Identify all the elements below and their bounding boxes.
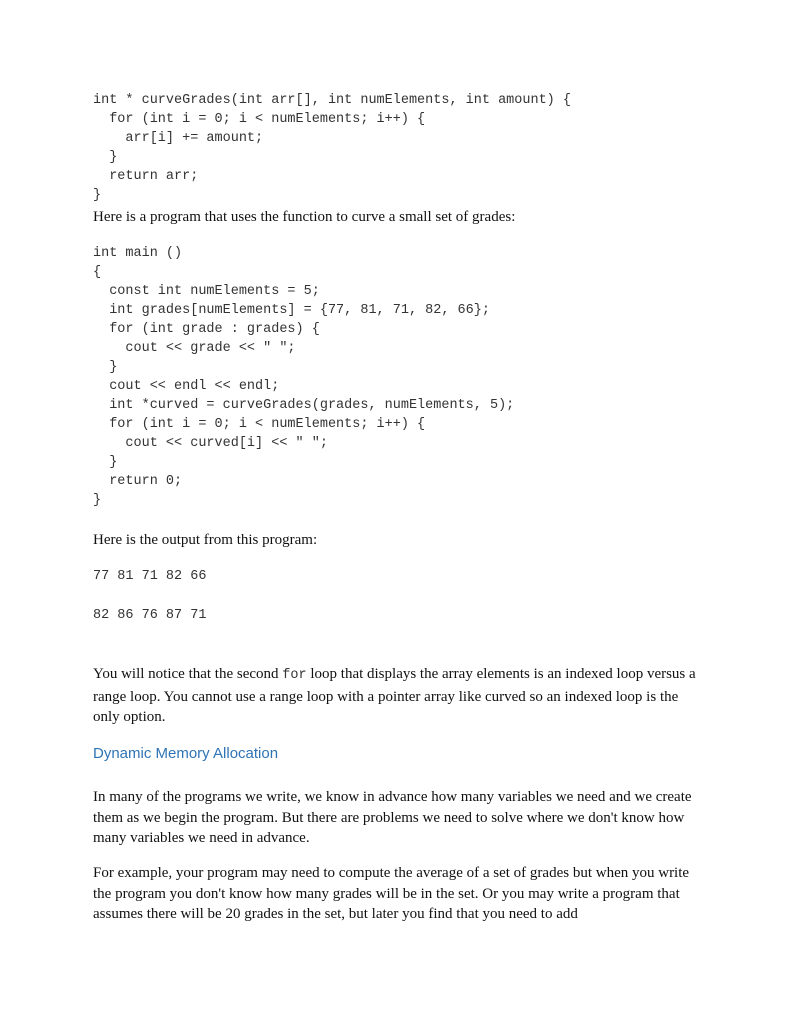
paragraph-1: In many of the programs we write, we know in advance how many variables we need and we create them as we begin the program. But there are problems we need to solve where we don't know how many variables we need in advance.	[93, 789, 692, 846]
code-line: for (int i = 0; i < numElements; i++) {	[93, 417, 426, 432]
output-line: 77 81 71 82 66	[93, 569, 207, 584]
paragraph-2: For example, your program may need to compute the average of a set of grades but when you write the program you don't know how many grades will be in the set. Or you may write a program that assumes there will be 20 grades in the set, but later you find that you need to add	[93, 865, 690, 922]
program-output-line-1	[93, 567, 206, 586]
code-line: }	[93, 455, 118, 470]
code-line: }	[93, 188, 102, 203]
code-line: const int numElements = 5;	[93, 284, 320, 299]
loop-note-text: loop that displays the array elements is an indexed loop versus a range loop. You cannot use a range loop with a pointer array like curved so an indexed loop is the only option.	[93, 666, 696, 725]
program-output-line-2	[93, 606, 206, 625]
code-line: for (int i = 0; i < numElements; i++) {	[93, 112, 426, 127]
intro-text: Here is a program that uses the function to curve a small set of grades:	[93, 209, 516, 225]
code-line: int *curved = curveGrades(grades, numElements, 5);	[93, 398, 515, 413]
code-line: cout << curved[i] << " ";	[93, 436, 328, 451]
code-line: }	[93, 493, 102, 508]
code-line: {	[93, 265, 102, 280]
code-line: return arr;	[93, 169, 199, 184]
code-line: cout << grade << " ";	[93, 341, 296, 356]
output-intro-text: Here is the output from this program:	[93, 532, 318, 548]
code-line: cout << endl << endl;	[93, 379, 280, 394]
code-line: int grades[numElements] = {77, 81, 71, 82, 66};	[93, 303, 490, 318]
main-program-code	[93, 244, 514, 510]
code-line: int main ()	[93, 246, 183, 261]
section-heading: Dynamic Memory Allocation	[93, 745, 279, 762]
loop-note-text: You will notice that the second	[93, 666, 283, 682]
code-line: int * curveGrades(int arr[], int numElements, int amount) {	[93, 93, 571, 108]
code-line: }	[93, 150, 118, 165]
code-line: for (int grade : grades) {	[93, 322, 320, 337]
curve-grades-function-code	[93, 91, 571, 205]
code-line: arr[i] += amount;	[93, 131, 264, 146]
code-line: return 0;	[93, 474, 183, 489]
code-line: }	[93, 360, 118, 375]
inline-code-for: for	[282, 668, 307, 683]
loop-note-paragraph	[93, 664, 698, 728]
output-line: 82 86 76 87 71	[93, 608, 207, 623]
